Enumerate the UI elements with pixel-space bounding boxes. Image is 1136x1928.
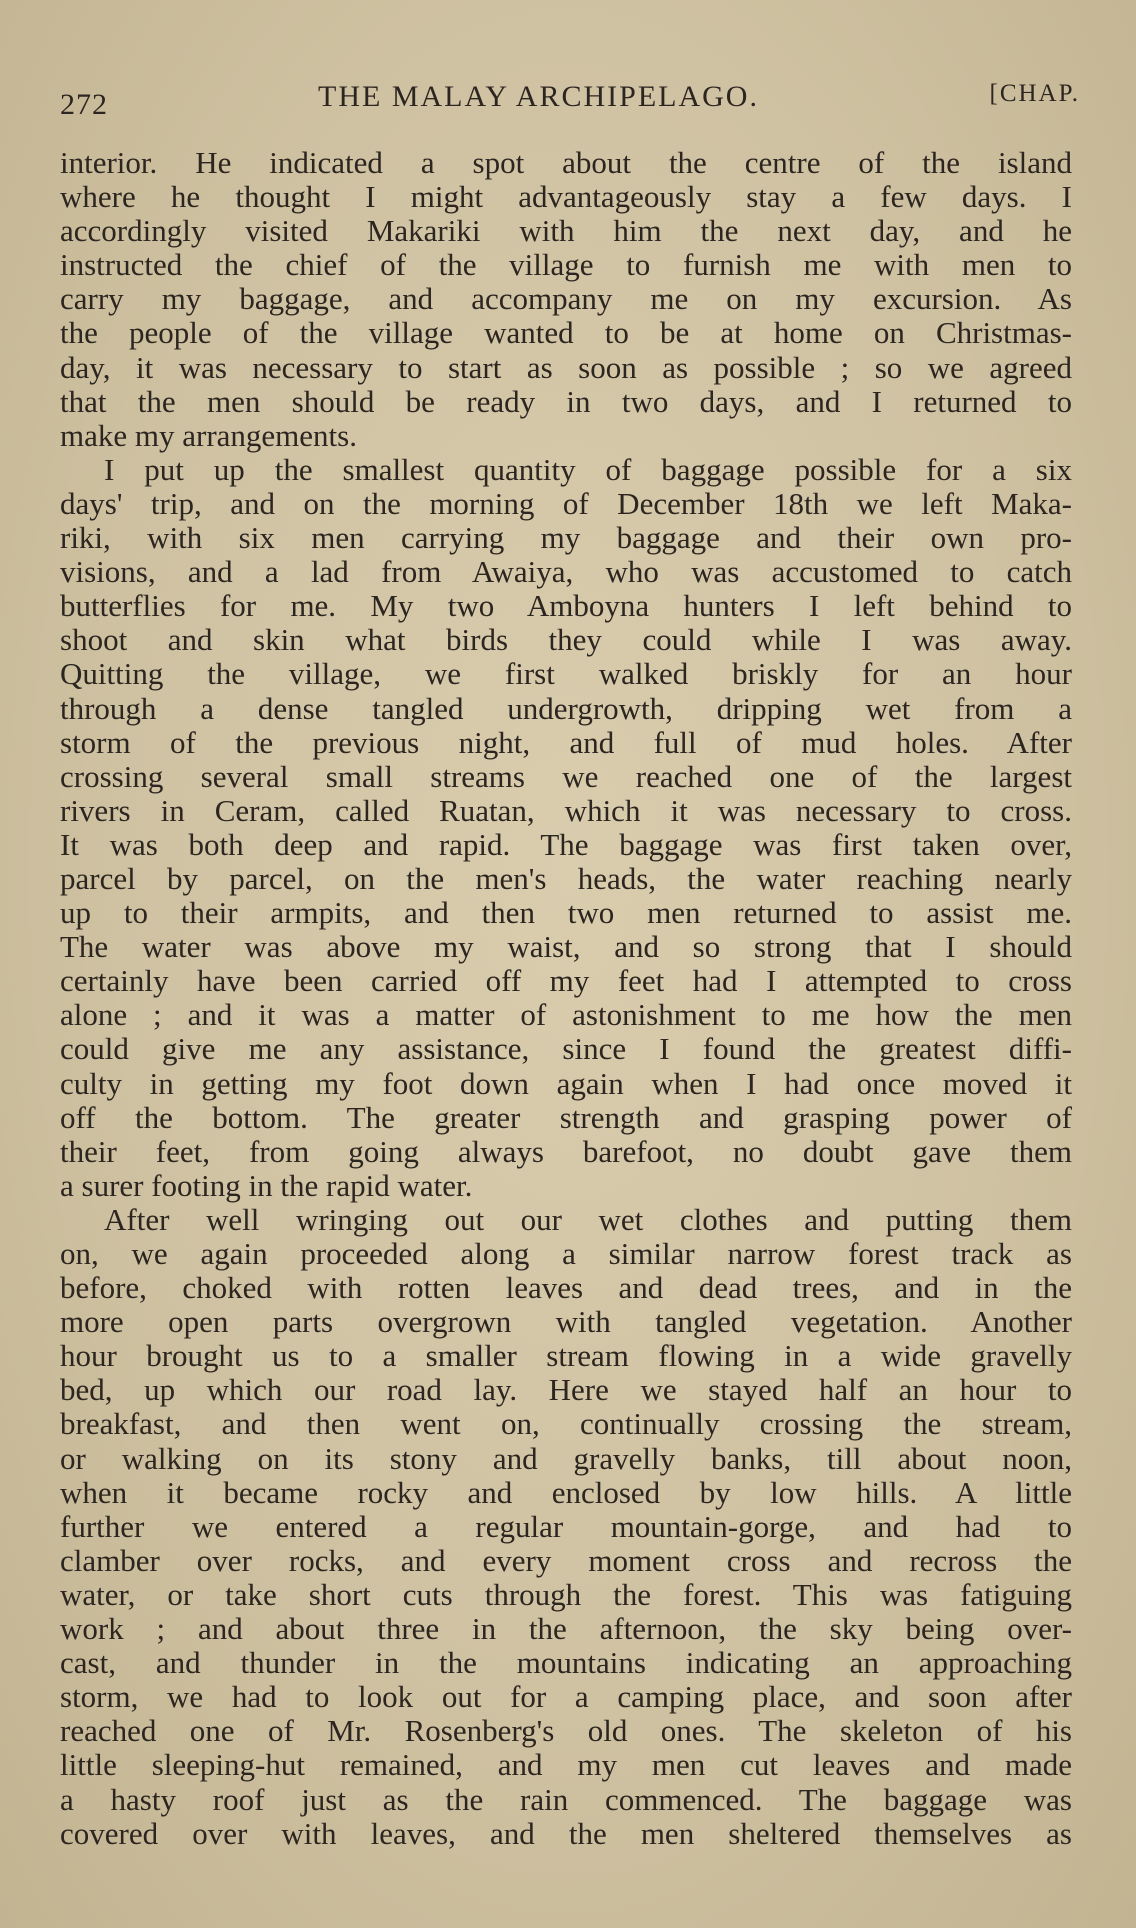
text-line: the people of the village wanted to be at home on Christmas- [60,315,1072,351]
text-line: days' trip, and on the morning of December 18th we left Maka- [60,485,1072,521]
text-line: their feet, from going always barefoot, no doubt gave them [60,1133,1072,1169]
text-line: clamber over rocks, and every moment cross and recross the [60,1542,1072,1578]
chapter-label: [CHAP. [989,80,1080,107]
text-line: It was both deep and rapid. The baggage was first taken over, [60,826,1072,862]
text-line: water, or take short cuts through the forest. This was fatiguing [60,1576,1072,1612]
text-line: cast, and thunder in the mountains indicating an approaching [60,1645,1072,1681]
text-line: carry my baggage, and accompany me on my excursion. As [60,281,1072,317]
text-line: where he thought I might advantageously stay a few days. I [60,179,1072,215]
text-line: crossing several small streams we reached one of the largest [60,758,1072,794]
text-line: instructed the chief of the village to furnish me with men to [60,247,1072,283]
text-line: before, choked with rotten leaves and dead trees, and in the [60,1270,1072,1306]
text-line: bed, up which our road lay. Here we stayed half an hour to [60,1372,1072,1408]
text-line: hour brought us to a smaller stream flowing in a wide gravelly [60,1338,1072,1374]
text-line: accordingly visited Makariki with him the next day, and he [60,213,1072,249]
text-line: culty in getting my foot down again when I had once moved it [60,1065,1072,1101]
text-line: certainly have been carried off my feet had I attempted to cross [60,963,1072,999]
text-line: butterflies for me. My two Amboyna hunters I left behind to [60,588,1072,624]
text-line: a hasty roof just as the rain commenced. The baggage was [60,1781,1072,1817]
text-line: interior. He indicated a spot about the centre of the island [60,145,1072,180]
text-line: day, it was necessary to start as soon as possible ; so we agreed [60,349,1072,385]
text-line: make my arrangements. [60,417,357,453]
text-line: a surer footing in the rapid water. [60,1167,473,1203]
text-line: The water was above my waist, and so strong that I should [60,929,1072,965]
text-line: reached one of Mr. Rosenberg's old ones. The skeleton of his [60,1713,1072,1749]
text-line: visions, and a lad from Awaiya, who was accustomed to catch [60,554,1072,590]
text-line: or walking on its stony and gravelly banks, till about noon, [60,1440,1072,1476]
text-line: storm of the previous night, and full of mud holes. After [60,724,1072,760]
text-line: that the men should be ready in two days, and I returned to [60,383,1072,419]
text-line: little sleeping-hut remained, and my men cut leaves and made [60,1747,1072,1783]
text-line: riki, with six men carrying my baggage and their own pro- [60,520,1072,556]
running-title: THE MALAY ARCHIPELAGO. [318,80,759,113]
body-text [60,146,1072,1851]
running-header [60,74,1080,124]
text-line: alone ; and it was a matter of astonishment to me how the men [60,997,1072,1033]
text-line: work ; and about three in the afternoon, the sky being over- [60,1611,1072,1647]
text-line: more open parts overgrown with tangled vegetation. Another [60,1304,1072,1340]
text-line: rivers in Ceram, called Ruatan, which it was necessary to cross. [60,792,1072,828]
text-line: off the bottom. The greater strength and grasping power of [60,1099,1072,1135]
text-line: through a dense tangled undergrowth, dripping wet from a [60,690,1072,726]
page-number: 272 [60,88,108,121]
text-line: on, we again proceeded along a similar narrow forest track as [60,1236,1072,1271]
text-line: when it became rocky and enclosed by low hills. A little [60,1474,1072,1510]
text-line: covered over with leaves, and the men sheltered themselves as [60,1815,1072,1851]
text-line: storm, we had to look out for a camping place, and soon after [60,1679,1072,1715]
text-line: breakfast, and then went on, continually crossing the stream, [60,1406,1072,1442]
text-line: I put up the smallest quantity of baggage possible for a six [104,451,1072,487]
text-line: up to their armpits, and then two men returned to assist me. [60,895,1072,931]
text-line: could give me any assistance, since I found the greatest diffi- [60,1031,1072,1067]
text-line: shoot and skin what birds they could while I was away. [60,622,1072,658]
text-line: further we entered a regular mountain-gorge, and had to [60,1508,1072,1544]
text-line: After well wringing out our wet clothes and putting them [104,1201,1072,1237]
text-line: parcel by parcel, on the men's heads, the water reaching nearly [60,860,1072,896]
text-line: Quitting the village, we first walked briskly for an hour [60,656,1072,692]
